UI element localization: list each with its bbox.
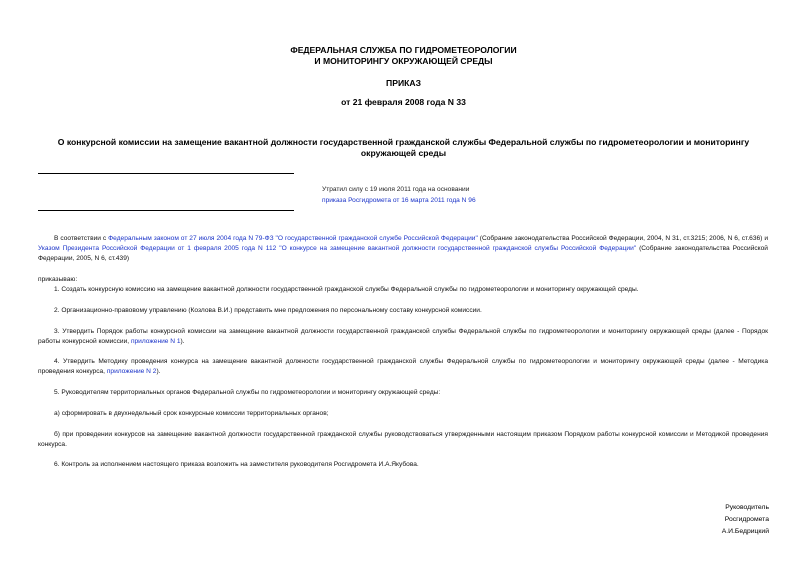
document-date: от 21 февраля 2008 года N 33 [341, 97, 466, 107]
item-3 [38, 327, 768, 347]
repeal-order-link[interactable]: приказа Росгидромета от 16 марта 2011 года N 96 [322, 197, 476, 204]
divider-top [38, 173, 294, 174]
document-title: О конкурсной комиссии на замещение вакантной должности государственной гражданской службы Федеральной службы по гидрометеорологии и мониторингу окружающей среды [57, 137, 750, 158]
item-3-text: 3. Утвердить Порядок работы конкурсной комиссии на замещение вакантной должности государственной гражданской службы Федеральной службы по гидрометеорологии и мониторингу окружающей среды (далее - Порядок работы конкурсной комиссии, [38, 328, 768, 345]
appendix-1-link[interactable]: приложение N 1 [130, 338, 181, 345]
item-2: 2. Организационно-правовому управлению (Козлова В.И.) представить мне предложения по персональному составу конкурсной комиссии. [54, 307, 482, 314]
signature-name: А.И.Бедрицкий [721, 528, 769, 535]
item-3-end: ). [180, 338, 185, 345]
signature-block [722, 502, 769, 538]
signature-agency: Росгидромета [724, 516, 769, 523]
validity-note: Утратил силу с 19 июля 2011 года на основании [322, 186, 470, 193]
federal-law-link[interactable]: Федеральным законом от 27 июля 2004 года N 79-ФЗ "О государственной гражданской службе Российской Федерации" [108, 235, 478, 242]
agency-name-line1: ФЕДЕРАЛЬНАЯ СЛУЖБА ПО ГИДРОМЕТЕОРОЛОГИИ [290, 45, 517, 55]
item-4 [38, 357, 768, 377]
item-1: 1. Создать конкурсную комиссию на замещение вакантной должности государственной гражданской службы Федеральной службы по гидрометеорологии и мониторингу окружающей среды. [54, 286, 639, 293]
agency-name-line2: И МОНИТОРИНГУ ОКРУЖАЮЩЕЙ СРЕДЫ [314, 56, 493, 66]
preamble-text-3: (Собрание законодательства Российской Федерации, 2005, N 6, ст.439) [38, 245, 768, 262]
appendix-2-link[interactable]: приложение N 2 [106, 368, 157, 375]
order-word: приказываю: [38, 276, 78, 283]
signature-position: Руководитель [725, 504, 769, 511]
validity-note-link-line [322, 195, 476, 206]
item-4-text: 4. Утвердить Методику проведения конкурса на замещение вакантной должности государственной гражданской службы Федеральной службы по гидрометеорологии и мониторингу окружающей среды (далее - Методика проведения конкурса, [38, 358, 768, 375]
document-type: ПРИКАЗ [386, 78, 421, 88]
presidential-decree-link[interactable]: Указом Президента Российской Федерации от 1 февраля 2005 года N 112 "О конкурсе на замещение вакантной должности государственной гражданской службы Российской Федерации" [38, 245, 637, 252]
item-4-end: ). [156, 368, 161, 375]
item-5: 5. Руководителям территориальных органов Федеральной службы по гидрометеорологии и мониторингу окружающей среды: [54, 389, 441, 396]
item-5a: а) сформировать в двухнедельный срок конкурсные комиссии территориальных органов; [54, 410, 329, 417]
preamble [38, 234, 768, 264]
preamble-text-2: (Собрание законодательства Российской Федерации, 2004, N 31, ст.3215; 2006, N 6, ст.636) и [477, 235, 769, 242]
item-5b: б) при проведении конкурсов на замещение вакантной должности государственной гражданской службы руководствоваться утвержденными настоящим приказом Порядком работы конкурсной комиссии и Методикой проведения конкурса. [38, 431, 768, 448]
divider-bottom [38, 210, 294, 211]
preamble-text-1: В соответствии с [54, 235, 109, 242]
item-6: 6. Контроль за исполнением настоящего приказа возложить на заместителя руководителя Росгидромета И.А.Якубова. [54, 461, 419, 468]
